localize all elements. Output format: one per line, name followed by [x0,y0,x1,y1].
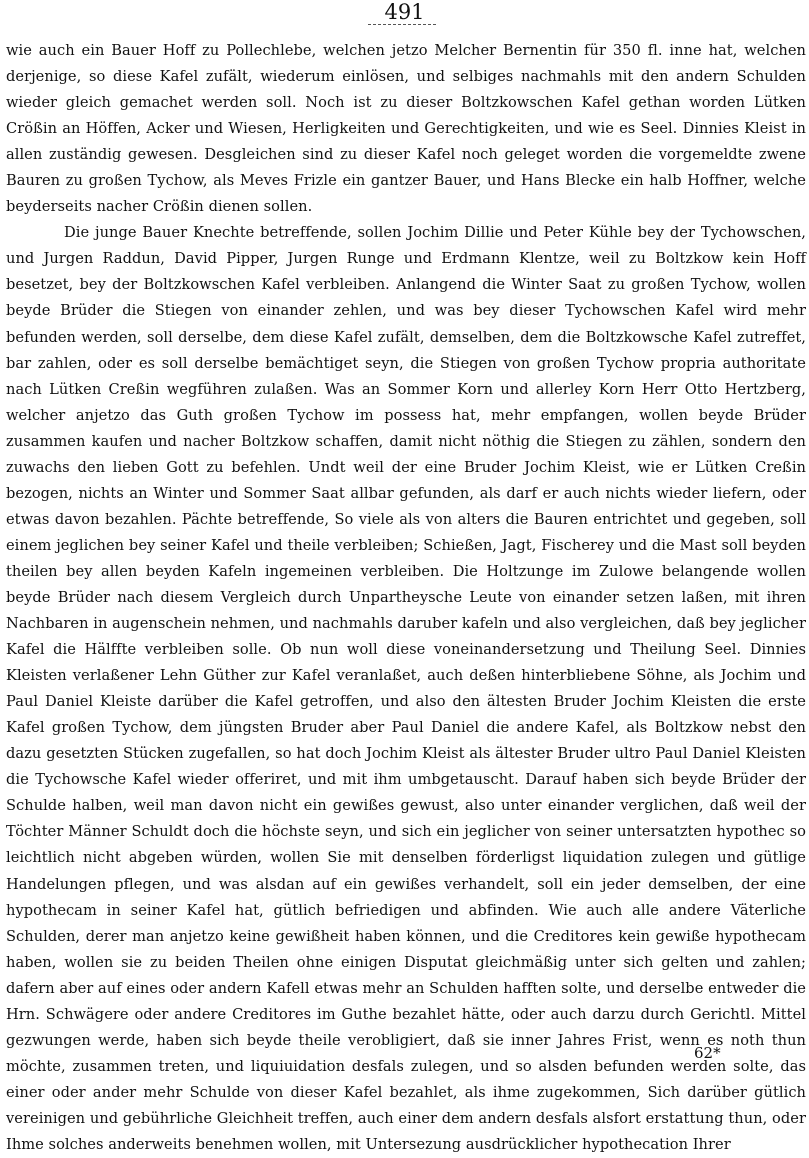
printer-signature: 62* [694,1044,721,1062]
page-number: 491 [384,0,425,24]
paragraph: wie auch ein Bauer Hoff zu Pollechlebe, welchen jetzo Melcher Bernentin für 350 fl. inne hat, welchen derjenige, so diese Kafel zufält, wiederum einlösen, und selbiges nachmahls mit den andern Schulden wieder gleich gemachet werden soll. Noch ist zu dieser Boltzkowschen Kafel gethan worden Lütken Crößin an Höffen, Acker und Wiesen, Herligkeiten und Gerechtigkeiten, und wie es Seel. Dinnies Kleist in allen zuständig gewesen. Desgleichen sind zu dieser Kafel noch geleget worden die vorgemeldte zwene Bauren zu großen Tychow, als Meves Frizle ein gantzer Bauer, und Hans Blecke ein halb Hoffner, welche beyderseits nacher Crößin dienen sollen. [6,42,806,216]
document-body [6,38,806,1158]
paragraph: Die junge Bauer Knechte betreffende, sollen Jochim Dillie und Peter Kühle bey der Tychowschen, und Jurgen Raddun, David Pipper, Jurgen Runge und Erdmann Klentze, weil zu Boltzkow kein Hoff besetzet, bey der Boltzkowschen Kafel verbleiben. Anlangend die Winter Saat zu großen Tychow, wollen beyde Brüder die Stiegen von einander zehlen, und was bey dieser Tychowschen Kafel wird mehr befunden werden, soll derselbe, dem diese Kafel zufält, demselben, dem die Boltzkowsche Kafel zutreffet, bar zahlen, oder es soll derselbe bemächtiget seyn, die Stiegen von großen Tychow propria authoritate nach Lütken Creßin wegführen zulaßen. Was an Sommer Korn und allerley Korn Herr Otto Hertzberg, welcher anjetzo das Guth großen Tychow im possess hat, mehr empfangen, wollen beyde Brüder zusammen kaufen und nacher Boltzkow schaffen, damit nicht nöthig die Stiegen zu zählen, sondern den zuwachs den lieben Gott zu befehlen. Undt weil der eine Bruder Jochim Kleist, wie er Lütken Creßin bezogen, nichts an Winter und Sommer Saat allbar gefunden, als darf er auch nichts wieder liefern, oder etwas davon bezahlen. Pächte betreffende, So viele als von alters die Bauren entrichtet und gegeben, soll einem jeglichen bey seiner Kafel und theile verbleiben; Schießen, Jagt, Fischerey und die Mast soll beyden theilen bey allen beyden Kafeln ingemeinen verbleiben. Die Holtzunge im Zulowe belangende wollen beyde Brüder nach diesem Vergleich durch Unpartheysche Leute von einander setzen laßen, mit ihren Nachbaren in augenschein nehmen, und nachmahls daruber kafeln und also vergleichen, daß bey jeglicher Kafel die Hälffte verbleiben solle. Ob nun woll diese voneinandersetzung und Theilung Seel. Dinnies Kleisten verlaßener Lehn Güther zur Kafel veranlaßet, auch deßen hinterbliebene Söhne, als Jochim und Paul Daniel Kleiste darüber die Kafel getroffen, und also den ältesten Bruder Jochim Kleisten die erste Kafel großen Tychow, dem jüngsten Bruder aber Paul Daniel die andere Kafel, als Boltzkow nebst den dazu gesetzten Stücken zugefallen, so hat doch Jochim Kleist als ältester Bruder ultro Paul Daniel Kleisten die Tychowsche Kafel wieder offeriret, und mit ihm umbgetauscht. Darauf haben sich beyde Brüder der Schulde halben, weil man davon nicht ein gewißes gewust, also unter einander verglichen, daß weil der Töchter Männer Schuldt doch die höchste seyn, und sich ein jeglicher von seiner untersatzten hypothec so leichtlich nicht abgeben würden, wollen Sie mit denselben förderligst liquidation zulegen und gütlige Handelungen pflegen, und was alsdan auf ein gewißes verhandelt, soll ein jeder demselben, der eine hypothecam in seiner Kafel hat, gütlich befriedigen und abfinden. Wie auch alle andere Väterliche Schulden, derer man anjetzo keine gewißheit haben können, und die Creditores kein gewiße hypothecam haben, wollen sie zu beiden Theilen ohne einigen Disputat gleichmäßig unter sich gelten und zahlen; dafern aber auf eines oder andern Kafell etwas mehr an Schulden hafften solte, und derselbe entweder die Hrn. Schwägere oder andere Creditores im Guthe bezahlet hätte, oder auch darzu durch Gerichtl. Mittel gezwungen werde, haben sich beyde theile verobligiert, daß sie inner Jahres Frist, wenn es noth thun möchte, zusammen treten, und liquiuidation desfals zulegen, und so alsden befunden werden solte, das einer oder ander mehr Schulde von dieser Kafel bezahlet, als ihme zugekommen, Sich darüber gütlich vereinigen und gebührliche Gleichheit treffen, auch einer dem andern desfals alsfort erstattung thun, oder Ihme solches anderweits benehmen wollen, mit Untersezung ausdrücklicher hypothecation Ihrer [6,224,806,1153]
header-rule [368,24,436,25]
